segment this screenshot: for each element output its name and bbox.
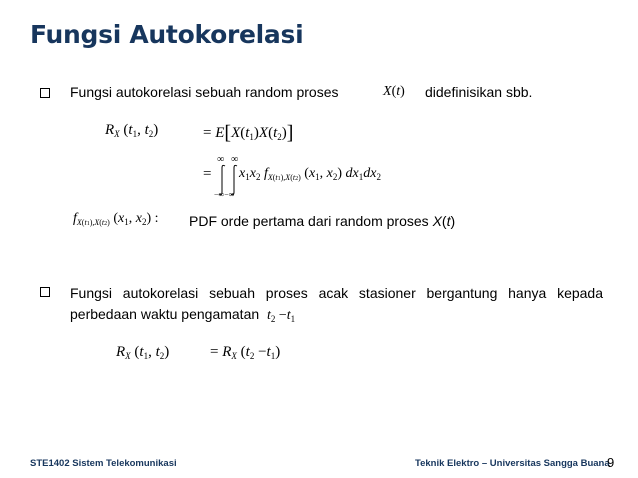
eq2-lhs: $R_X$ ($t_1$, $t_2$) [116, 344, 170, 361]
pdf-desc-pre: PDF orde pertama dari random proses [189, 213, 433, 229]
footer-course: STE1402 Sistem Telekomunikasi [30, 458, 177, 469]
bullet-square-icon [40, 88, 50, 98]
pdf-desc-paren-open: ( [441, 213, 447, 229]
bullet1-text-end: didefinisikan sbb. [425, 84, 533, 100]
bullet2-sentence: Fungsi autokorelasi sebuah proses acak stasioner bergantung hanya kepada perbedaan waktu pengamatan [70, 285, 603, 322]
eq1-line1: = $E[X(t_1)X(t_2)]$ [203, 122, 294, 144]
limit-upper-1: ∞ [217, 154, 225, 165]
pdf-desc-t: t [446, 213, 451, 229]
pdf-desc-paren-close: ) [450, 213, 456, 229]
bullet1-text: Fungsi autokorelasi sebuah random proses [70, 84, 339, 100]
page-number: 9 [607, 455, 615, 470]
pdf-symbol: $f_{X(t1),X(t2)}$ ($x_1$, $x_2$) : [73, 211, 159, 227]
limit-upper-2: ∞ [231, 154, 239, 165]
pdf-description [189, 213, 455, 229]
bullet1-variable: X(t) [383, 84, 405, 99]
page-title: Fungsi Autokorelasi [30, 20, 304, 49]
bullet2-text [70, 283, 603, 330]
eq2-rhs: = $R_X$ $(t_2 -t_1)$ [210, 344, 281, 361]
footer-institution: Teknik Elektro – Universitas Sangga Buana [415, 458, 610, 469]
eq1-line2: $x_1x_2$ $f_{X(t1),X(t2)}$ ($x_1$, $x_2$) $dx_1dx_2$ [239, 166, 381, 182]
eq1-lhs: $R_X$ ($t_1$, $t_2$) [105, 122, 159, 139]
eq1-equals: = [203, 166, 212, 182]
bullet2-expr: $t_2 -t_1$ [266, 308, 296, 324]
pdf-desc-var: X [432, 213, 442, 229]
bullet-square-icon [40, 287, 50, 297]
limit-lower: −∞−∞ [214, 190, 235, 198]
